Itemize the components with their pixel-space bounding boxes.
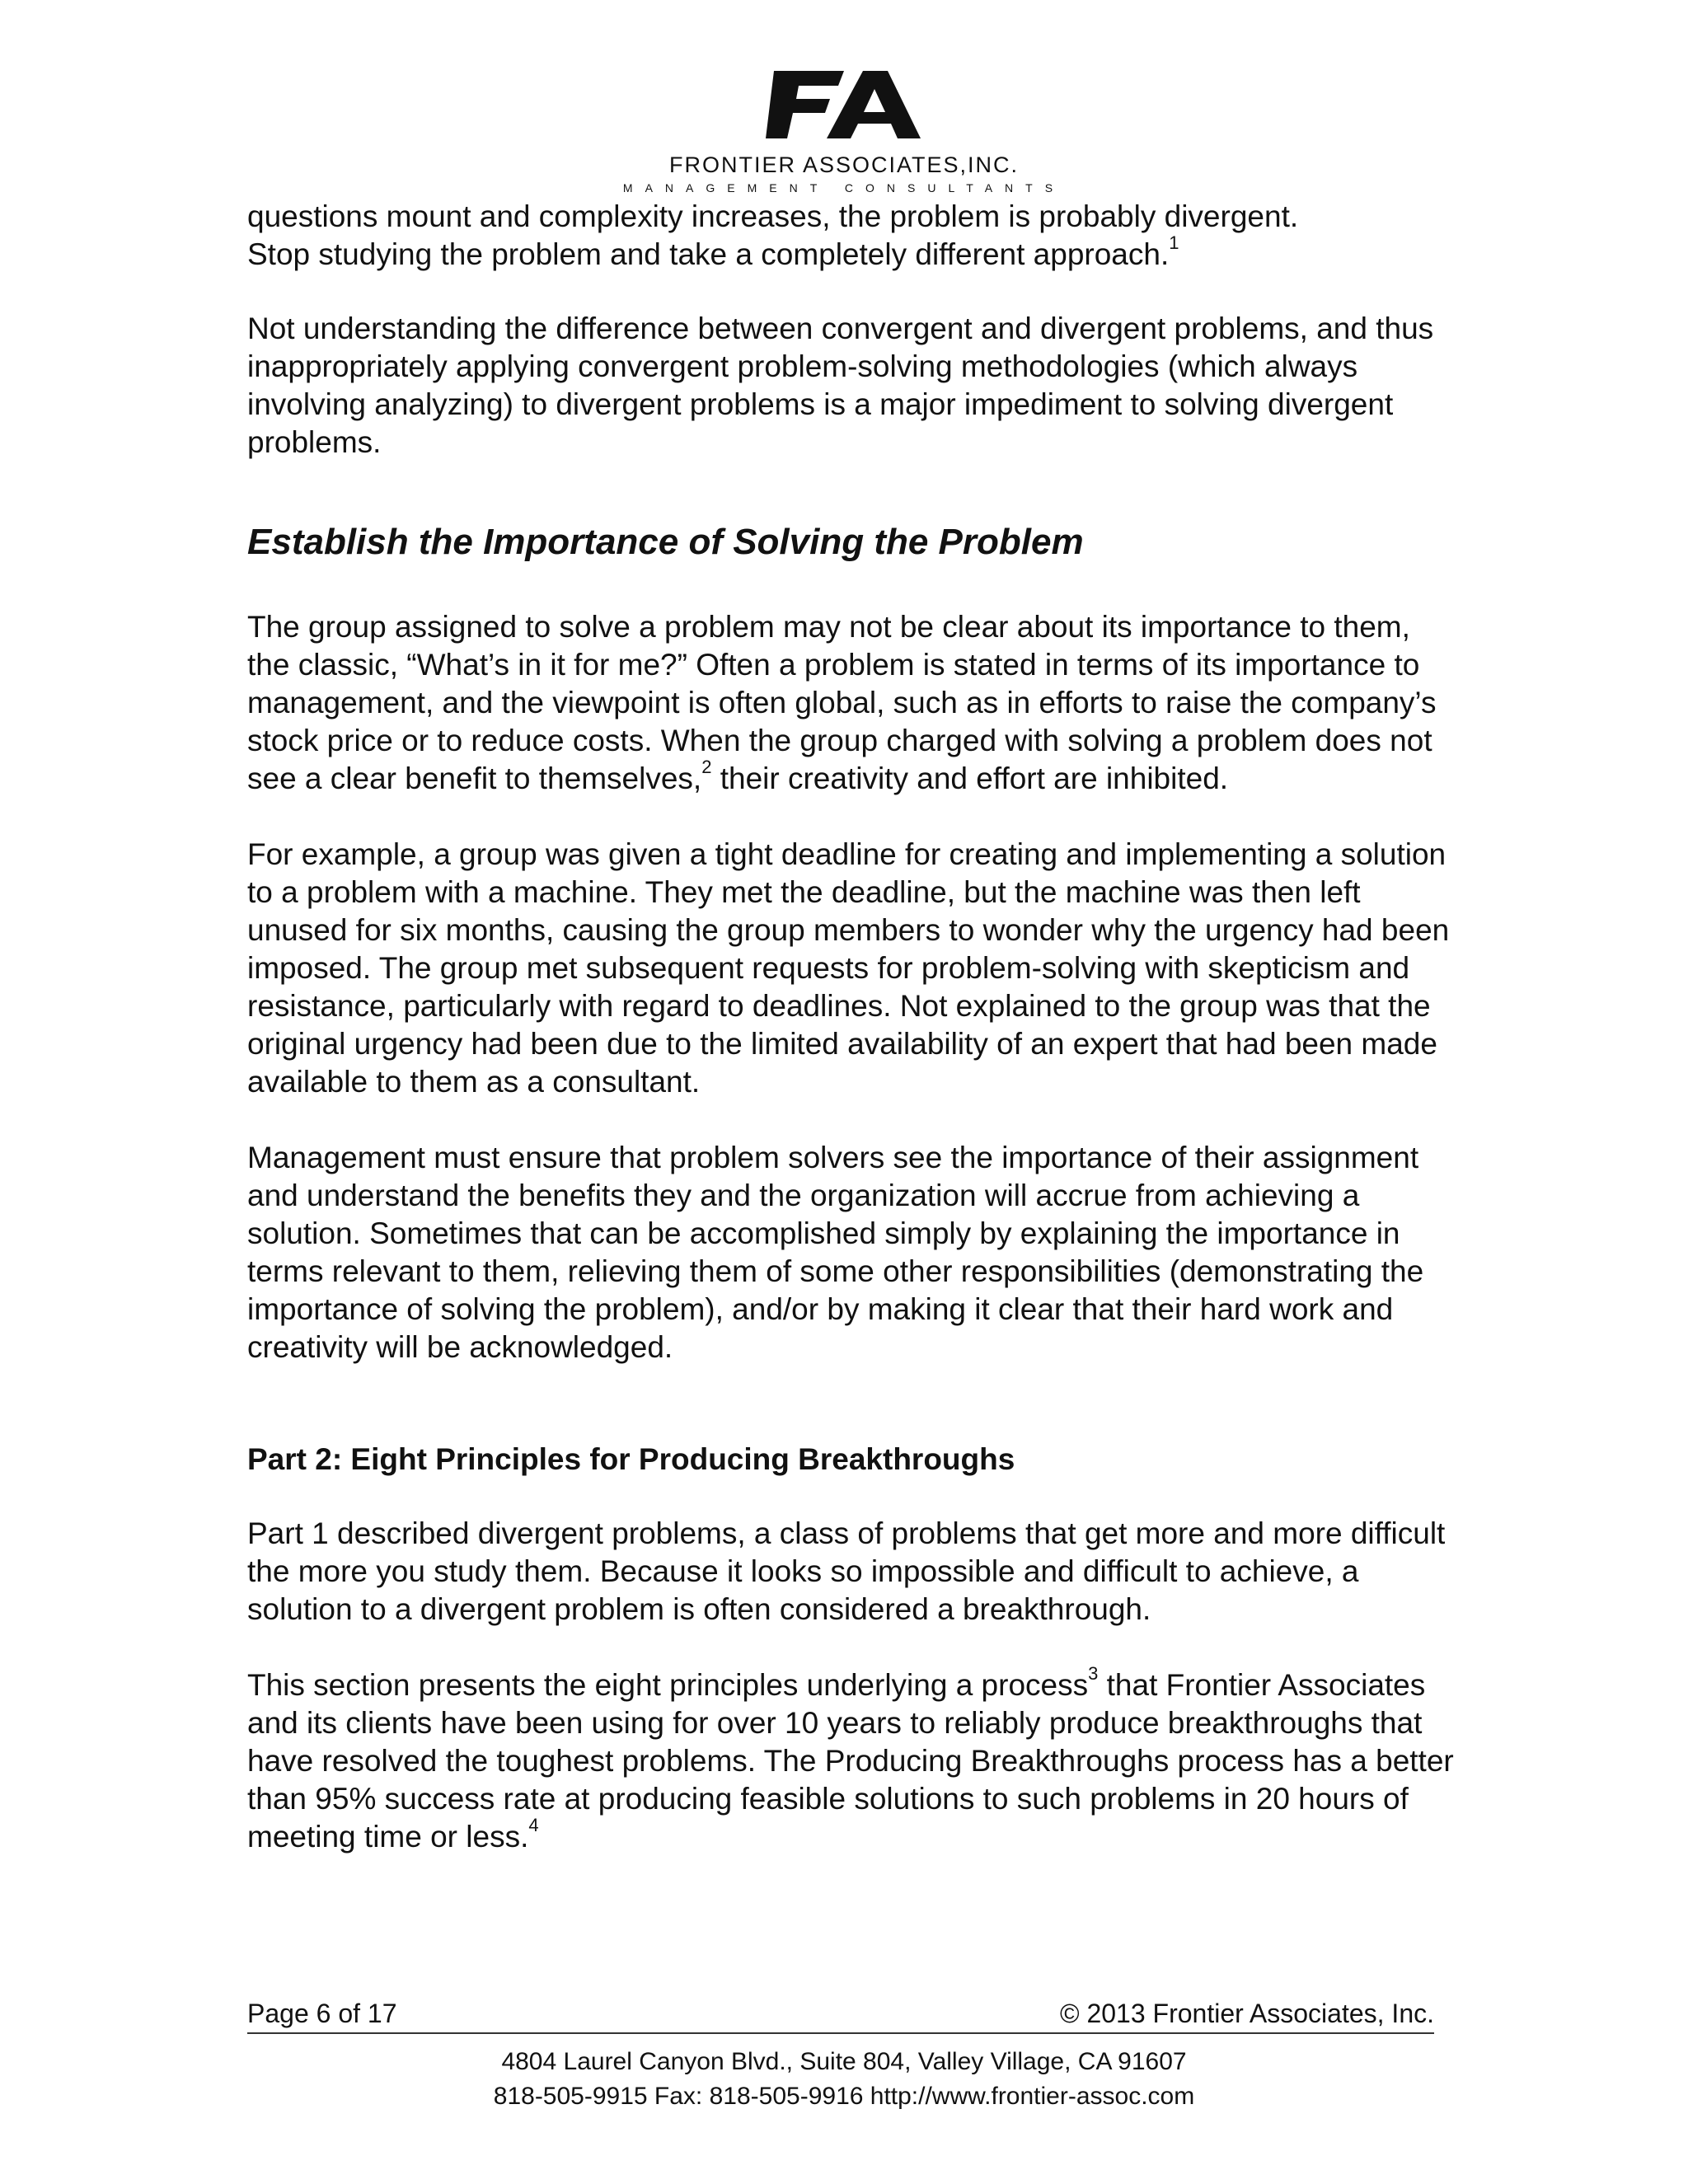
frontier-associates-logo-icon (766, 68, 922, 142)
company-tagline: MANAGEMENT CONSULTANTS (622, 181, 1066, 194)
footnote-ref-3: 3 (1088, 1662, 1099, 1684)
section-heading: Establish the Importance of Solving the Problem (247, 522, 1084, 562)
paragraph-3 (247, 608, 1459, 798)
company-name: FRONTIER ASSOCIATES,INC. (668, 152, 1020, 177)
footer-address: 4804 Laurel Canyon Blvd., Suite 804, Valley Village, CA 91607 (501, 2048, 1187, 2075)
paragraph-3-text-b: their creativity and effort are inhibited. (711, 762, 1229, 795)
document-body (247, 198, 1459, 1856)
paragraph-7-text-b: that Frontier Associates and its clients have been using for over 10 years to reliably produce breakthroughs that have resolved the toughest problems. The Producing Breakthroughs process has a better than 95% success rate at producing feasible solutions to such problems in 20 hours of meeting time or less. (247, 1668, 1454, 1854)
paragraph-7-text-a: This section presents the eight principles underlying a process (247, 1668, 1089, 1702)
paragraph-7 (247, 1662, 1459, 1856)
paragraph-4: For example, a group was given a tight deadline for creating and implementing a solution to a problem with a machine. They met the deadline, but the machine was then left unused for six months, causing the group members to wonder why the urgency had been imposed. The group met subsequent requests for problem-solving with skepticism and resistance, particularly with regard to deadlines. Not explained to the group was that the original urgency had been due to the limited availability of an expert that had been made available to them as a consultant. (247, 837, 1450, 1099)
footnote-ref-1: 1 (1169, 232, 1179, 253)
footnote-ref-4: 4 (528, 1814, 539, 1835)
letterhead-logo (0, 68, 1688, 142)
paragraph-1-line-2: Stop studying the problem and take a completely different approach. (247, 237, 1170, 271)
paragraph-1 (247, 198, 1459, 274)
paragraph-2: Not understanding the difference between convergent and divergent problems, and thus inappropriately applying convergent problem-solving methodologies (which always involving analyzing) to divergent problems is a major impediment to solving divergent problems. (247, 312, 1434, 459)
paragraph-1-line-1: questions mount and complexity increases, the problem is probably divergent. (247, 199, 1299, 233)
paragraph-3-text-a: The group assigned to solve a problem may not be clear about its importance to them, the classic, “What’s in it for me?” Often a problem is stated in terms of its importance to management, and the viewpoint is often global, such as in efforts to raise the company’s stock price or to reduce costs. When the group charged with solving a problem does not see a clear benefit to themselves, (247, 610, 1437, 795)
page-footer (247, 1999, 1434, 2034)
paragraph-6: Part 1 described divergent problems, a class of problems that get more and more difficult the more you study them. Because it looks so impossible and difficult to achieve, a solution to a divergent problem is often considered a breakthrough. (247, 1516, 1446, 1626)
paragraph-5: Management must ensure that problem solvers see the importance of their assignment and understand the benefits they and the organization will accrue from achieving a solution. Sometimes that can be accomplished simply by explaining the importance in terms relevant to them, relieving them of some other responsibilities (demonstrating the importance of solving the problem), and/or by making it clear that their hard work and creativity will be acknowledged. (247, 1141, 1424, 1364)
footer-contact: 818-505-9915 Fax: 818-505-9916 http://www.frontier-assoc.com (493, 2083, 1195, 2110)
footnote-ref-2: 2 (701, 756, 712, 777)
part-heading: Part 2: Eight Principles for Producing Breakthroughs (247, 1442, 1015, 1476)
page-number: Page 6 of 17 (247, 1999, 397, 2028)
copyright-notice: © 2013 Frontier Associates, Inc. (1059, 1999, 1434, 2028)
